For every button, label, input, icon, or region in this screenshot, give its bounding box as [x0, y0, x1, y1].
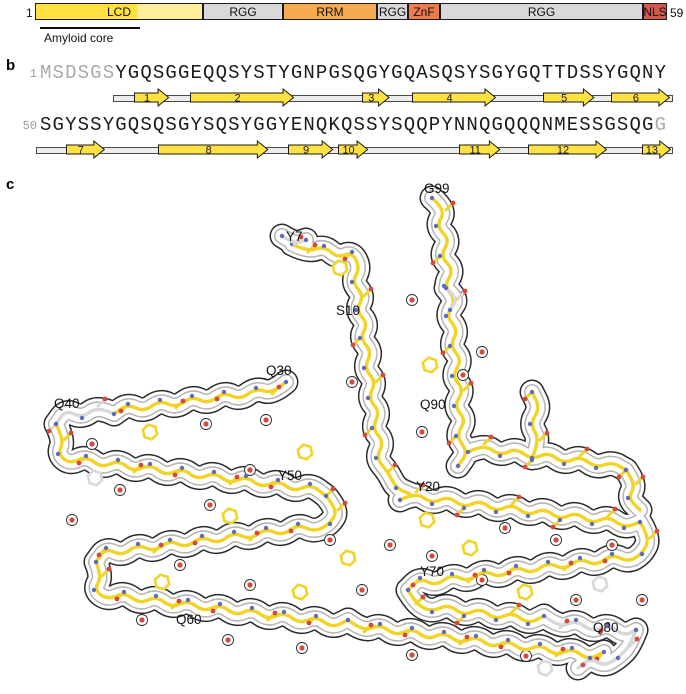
svg-text:3: 3 — [368, 92, 375, 105]
water-oxygen — [609, 542, 614, 547]
nitrogen-atom — [588, 656, 592, 660]
aromatic-ring — [223, 509, 237, 524]
oxygen-atom — [581, 663, 586, 668]
aromatic-ring — [518, 585, 532, 600]
nitrogen-atom — [104, 546, 108, 550]
oxygen-atom — [97, 553, 102, 558]
domain-segment-nls: NLS — [643, 4, 667, 19]
residue-label-q30: Q30 — [266, 363, 292, 378]
nitrogen-atom — [448, 308, 452, 312]
nitrogen-atom — [456, 464, 460, 468]
nitrogen-atom — [494, 510, 498, 514]
water-oxygen — [247, 582, 252, 587]
oxygen-atom — [613, 507, 618, 512]
aromatic-ring — [293, 585, 307, 600]
residue-label-s10: S10 — [336, 303, 361, 318]
nitrogen-atom — [200, 534, 204, 538]
nitrogen-atom — [314, 614, 318, 618]
beta-strand-arrow-9 — [288, 140, 334, 159]
svg-text:10: 10 — [342, 144, 356, 157]
svg-text:6: 6 — [632, 92, 639, 105]
nitrogen-atom — [346, 618, 350, 622]
water-oxygen — [139, 617, 144, 622]
aromatic-ring — [593, 577, 607, 592]
nitrogen-atom — [80, 416, 84, 420]
oxygen-atom — [369, 287, 374, 292]
water-oxygen — [359, 587, 364, 592]
residue-label-y50: Y50 — [278, 468, 303, 483]
beta-strand-arrow-5 — [543, 88, 595, 107]
water-oxygen — [177, 562, 182, 567]
oxygen-atom — [119, 409, 124, 414]
nitrogen-atom — [212, 470, 216, 474]
water-oxygen — [263, 417, 268, 422]
nitrogen-atom — [526, 514, 530, 518]
svg-text:1: 1 — [144, 92, 151, 105]
oxygen-atom — [517, 603, 522, 608]
oxygen-atom — [551, 525, 556, 530]
aromatic-ring — [420, 513, 434, 528]
oxygen-atom — [473, 573, 478, 578]
svg-text:11: 11 — [469, 144, 481, 157]
oxygen-atom — [343, 501, 348, 506]
nitrogen-atom — [622, 526, 626, 530]
nitrogen-atom — [610, 552, 614, 556]
svg-text:7: 7 — [78, 144, 85, 157]
oxygen-atom — [173, 473, 178, 478]
water-oxygen — [89, 441, 94, 446]
water-oxygen — [460, 372, 465, 377]
nitrogen-atom — [462, 506, 466, 510]
residue-label-y20: Y20 — [416, 479, 441, 494]
nitrogen-atom — [232, 530, 236, 534]
sequence-gray-prefix: MSDSGS — [40, 62, 116, 84]
aromatic-ring — [463, 541, 477, 556]
nitrogen-atom — [590, 522, 594, 526]
water-oxygen — [639, 597, 644, 602]
oxygen-atom — [465, 635, 470, 640]
nitrogen-atom — [542, 614, 546, 618]
nitrogen-atom — [280, 234, 284, 238]
water-oxygen — [479, 577, 484, 582]
nitrogen-atom — [116, 458, 120, 462]
beta-strand-arrow-10 — [338, 140, 369, 159]
water-oxygen — [327, 537, 332, 542]
amyloid-core-underline — [40, 27, 140, 29]
aromatic-ring — [88, 471, 102, 486]
oxygen-atom — [545, 431, 550, 436]
water-oxygen — [349, 379, 354, 384]
domain-segment-rgg: RGG — [440, 3, 643, 20]
domain-segment-rrm: RRM — [283, 3, 377, 20]
water-oxygen — [553, 537, 558, 542]
nitrogen-atom — [122, 590, 126, 594]
domain-segment-lcd: LCD — [35, 3, 203, 20]
oxygen-atom — [441, 351, 446, 356]
sequence-gray-suffix: G — [654, 114, 668, 136]
residue-label-y7: Y7 — [286, 229, 303, 244]
water-oxygen — [419, 429, 424, 434]
oxygen-atom — [431, 261, 436, 266]
nitrogen-atom — [244, 474, 248, 478]
residue-label-q60: Q60 — [176, 612, 202, 627]
water-oxygen — [387, 542, 392, 547]
nitrogen-atom — [498, 454, 502, 458]
oxygen-atom — [277, 385, 282, 390]
oxygen-atom — [103, 397, 108, 402]
oxygen-atom — [363, 433, 368, 438]
oxygen-atom — [585, 447, 590, 452]
oxygen-atom — [331, 487, 336, 492]
oxygen-atom — [569, 561, 574, 566]
oxygen-atom — [177, 599, 182, 604]
nitrogen-atom — [574, 618, 578, 622]
nitrogen-atom — [126, 402, 130, 406]
beta-strand-arrow-13 — [642, 140, 672, 159]
nitrogen-atom — [284, 380, 288, 384]
oxygen-atom — [215, 397, 220, 402]
oxygen-atom — [561, 647, 566, 652]
nitrogen-atom — [594, 466, 598, 470]
nitrogen-atom — [218, 602, 222, 606]
beta-strand-arrow-6 — [611, 88, 671, 107]
nitrogen-atom — [442, 630, 446, 634]
oxygen-atom — [617, 475, 622, 480]
water-oxygen — [225, 637, 230, 642]
nitrogen-atom — [94, 560, 98, 564]
oxygen-atom — [489, 435, 494, 440]
sequence-superscript: 50 — [22, 119, 37, 133]
oxygen-atom — [455, 621, 460, 626]
beta-strand-arrow-11 — [459, 140, 501, 159]
nitrogen-atom — [378, 622, 382, 626]
oxygen-atom — [455, 513, 460, 518]
water-oxygen — [409, 297, 414, 302]
nitrogen-atom — [474, 634, 478, 638]
nitrogen-atom — [308, 482, 312, 486]
nitrogen-atom — [296, 522, 300, 526]
oxygen-atom — [289, 529, 294, 534]
aromatic-ring — [155, 575, 169, 590]
residue-label-q90: Q90 — [420, 397, 446, 412]
sequence-text: SGYSSYGQSQSGYSQSYGGYENQKQSSYSQQPYNNQGQQQNMESSGSQG — [40, 114, 655, 136]
nitrogen-atom — [358, 336, 362, 340]
nitrogen-atom — [558, 518, 562, 522]
oxygen-atom — [159, 543, 164, 548]
nitrogen-atom — [186, 598, 190, 602]
panel-b-letter: b — [6, 57, 16, 74]
water-oxygen — [247, 467, 252, 472]
svg-text:5: 5 — [560, 92, 568, 105]
nitrogen-atom — [398, 498, 402, 502]
nitrogen-atom — [450, 374, 454, 378]
oxygen-atom — [139, 463, 144, 468]
water-oxygen — [429, 553, 434, 558]
beta-strand-arrow-3 — [362, 88, 391, 107]
nitrogen-atom — [350, 280, 354, 284]
oxygen-atom — [351, 343, 356, 348]
aromatic-ring — [341, 551, 355, 566]
oxygen-atom — [447, 441, 452, 446]
nitrogen-atom — [430, 610, 434, 614]
sequence-text: YGQSGGEQQSYSTYGNPGSQGYGQASQSYSGYGQTTDSSYGQNY — [115, 62, 668, 84]
nitrogen-atom — [406, 588, 410, 592]
oxygen-atom — [565, 619, 570, 624]
nitrogen-atom — [526, 622, 530, 626]
oxygen-atom — [517, 495, 522, 500]
svg-text:9: 9 — [303, 144, 310, 157]
residue-end-number: 59 — [670, 6, 684, 20]
svg-text:13: 13 — [645, 144, 658, 157]
nitrogen-atom — [578, 556, 582, 560]
nitrogen-atom — [370, 426, 374, 430]
nitrogen-atom — [362, 366, 366, 370]
oxygen-atom — [393, 463, 398, 468]
svg-text:8: 8 — [205, 144, 212, 157]
domain-segment-znf: ZnF — [408, 3, 440, 20]
nitrogen-atom — [158, 398, 162, 402]
nitrogen-atom — [394, 486, 398, 490]
nitrogen-atom — [56, 452, 60, 456]
nitrogen-atom — [570, 646, 574, 650]
oxygen-atom — [635, 637, 640, 642]
sequence-row — [40, 116, 686, 135]
nitrogen-atom — [84, 454, 88, 458]
nitrogen-atom — [452, 404, 456, 408]
svg-text:2: 2 — [234, 92, 242, 105]
nitrogen-atom — [222, 390, 226, 394]
density-map — [0, 172, 686, 694]
aromatic-ring — [423, 358, 437, 373]
oxygen-atom — [235, 475, 240, 480]
nitrogen-atom — [148, 462, 152, 466]
nitrogen-atom — [374, 456, 378, 460]
nitrogen-atom — [430, 196, 434, 200]
beta-strand-arrow-2 — [190, 88, 295, 107]
oxygen-atom — [507, 571, 512, 576]
oxygen-atom — [411, 583, 416, 588]
aromatic-ring — [298, 445, 312, 460]
nitrogen-atom — [250, 606, 254, 610]
svg-text:12: 12 — [556, 144, 569, 157]
water-oxygen — [207, 502, 212, 507]
nitrogen-atom — [254, 386, 258, 390]
oxygen-atom — [313, 243, 318, 248]
nitrogen-atom — [322, 244, 326, 248]
nitrogen-atom — [410, 626, 414, 630]
oxygen-atom — [463, 289, 468, 294]
nitrogen-atom — [562, 462, 566, 466]
water-oxygen — [69, 517, 74, 522]
residue-label-g99: G99 — [424, 181, 450, 196]
oxygen-atom — [269, 485, 274, 490]
domain-segment-rgg: RGG — [203, 3, 283, 20]
oxygen-atom — [469, 381, 474, 386]
oxygen-atom — [421, 595, 426, 600]
oxygen-atom — [107, 567, 112, 572]
nitrogen-atom — [434, 224, 438, 228]
oxygen-atom — [451, 201, 456, 206]
water-oxygen — [502, 525, 507, 530]
water-oxygen — [203, 421, 208, 426]
beta-strand-arrow-8 — [158, 140, 269, 159]
residue-label-y70: Y70 — [420, 564, 445, 579]
nitrogen-atom — [324, 494, 328, 498]
nitrogen-atom — [180, 466, 184, 470]
nitrogen-atom — [112, 412, 116, 416]
beta-strand-arrow-7 — [66, 140, 106, 159]
nitrogen-atom — [528, 422, 532, 426]
oxygen-atom — [403, 633, 408, 638]
nitrogen-atom — [328, 522, 332, 526]
nitrogen-atom — [430, 502, 434, 506]
beta-strand-arrow-1 — [134, 88, 170, 107]
nitrogen-atom — [638, 520, 642, 524]
nitrogen-atom — [350, 250, 354, 254]
oxygen-atom — [193, 541, 198, 546]
nitrogen-atom — [190, 394, 194, 398]
oxygen-atom — [211, 609, 216, 614]
oxygen-atom — [115, 597, 120, 602]
nitrogen-atom — [640, 552, 644, 556]
nitrogen-atom — [448, 344, 452, 348]
residue-label-q40: Q40 — [54, 396, 80, 411]
amyloid-core-label: Amyloid core — [44, 31, 114, 45]
nitrogen-atom — [482, 568, 486, 572]
oxygen-atom — [523, 397, 528, 402]
oxygen-atom — [69, 431, 74, 436]
aromatic-ring — [143, 425, 157, 440]
nitrogen-atom — [506, 638, 510, 642]
water-oxygen — [117, 487, 122, 492]
residue-start-number: 1 — [26, 6, 33, 20]
nitrogen-atom — [444, 286, 448, 290]
nitrogen-atom — [366, 396, 370, 400]
water-oxygen — [479, 349, 484, 354]
water-oxygen — [573, 597, 578, 602]
sequence-superscript: 1 — [29, 67, 37, 81]
nitrogen-atom — [494, 618, 498, 622]
oxygen-atom — [523, 465, 528, 470]
oxygen-atom — [273, 611, 278, 616]
nitrogen-atom — [438, 254, 442, 258]
nitrogen-atom — [54, 422, 58, 426]
nitrogen-atom — [136, 542, 140, 546]
nitrogen-atom — [530, 390, 534, 394]
nitrogen-atom — [304, 238, 308, 242]
nitrogen-atom — [514, 564, 518, 568]
nitrogen-atom — [546, 560, 550, 564]
nitrogen-atom — [264, 526, 268, 530]
nitrogen-atom — [282, 610, 286, 614]
oxygen-atom — [499, 645, 504, 650]
oxygen-atom — [603, 559, 608, 564]
domain-segment-rgg: RGG — [378, 4, 407, 19]
oxygen-atom — [181, 399, 186, 404]
svg-text:4: 4 — [446, 92, 454, 105]
nitrogen-atom — [538, 642, 542, 646]
beta-strand-arrow-4 — [412, 88, 497, 107]
nitrogen-atom — [92, 588, 96, 592]
nitrogen-atom — [624, 468, 628, 472]
nitrogen-atom — [168, 538, 172, 542]
nitrogen-atom — [450, 572, 454, 576]
beta-strand-arrow-12 — [528, 140, 608, 159]
nitrogen-atom — [626, 496, 630, 500]
nitrogen-atom — [462, 614, 466, 618]
aromatic-ring — [538, 661, 552, 676]
panel-c-letter: c — [6, 176, 15, 193]
oxygen-atom — [77, 461, 82, 466]
oxygen-atom — [369, 623, 374, 628]
sequence-row — [40, 64, 686, 83]
nitrogen-atom — [530, 456, 534, 460]
nitrogen-atom — [602, 650, 606, 654]
aromatic-ring — [333, 261, 347, 276]
oxygen-atom — [641, 475, 646, 480]
oxygen-atom — [307, 621, 312, 626]
oxygen-atom — [655, 529, 660, 534]
oxygen-atom — [381, 373, 386, 378]
residue-label-q80: Q80 — [593, 620, 619, 635]
nitrogen-atom — [154, 594, 158, 598]
oxygen-atom — [343, 257, 348, 262]
nitrogen-atom — [444, 314, 448, 318]
oxygen-atom — [47, 429, 52, 434]
water-oxygen — [299, 645, 304, 650]
nitrogen-atom — [466, 450, 470, 454]
nitrogen-atom — [634, 628, 638, 632]
nitrogen-atom — [616, 656, 620, 660]
water-oxygen — [409, 652, 414, 657]
oxygen-atom — [255, 531, 260, 536]
water-oxygen — [523, 653, 528, 658]
nitrogen-atom — [454, 434, 458, 438]
